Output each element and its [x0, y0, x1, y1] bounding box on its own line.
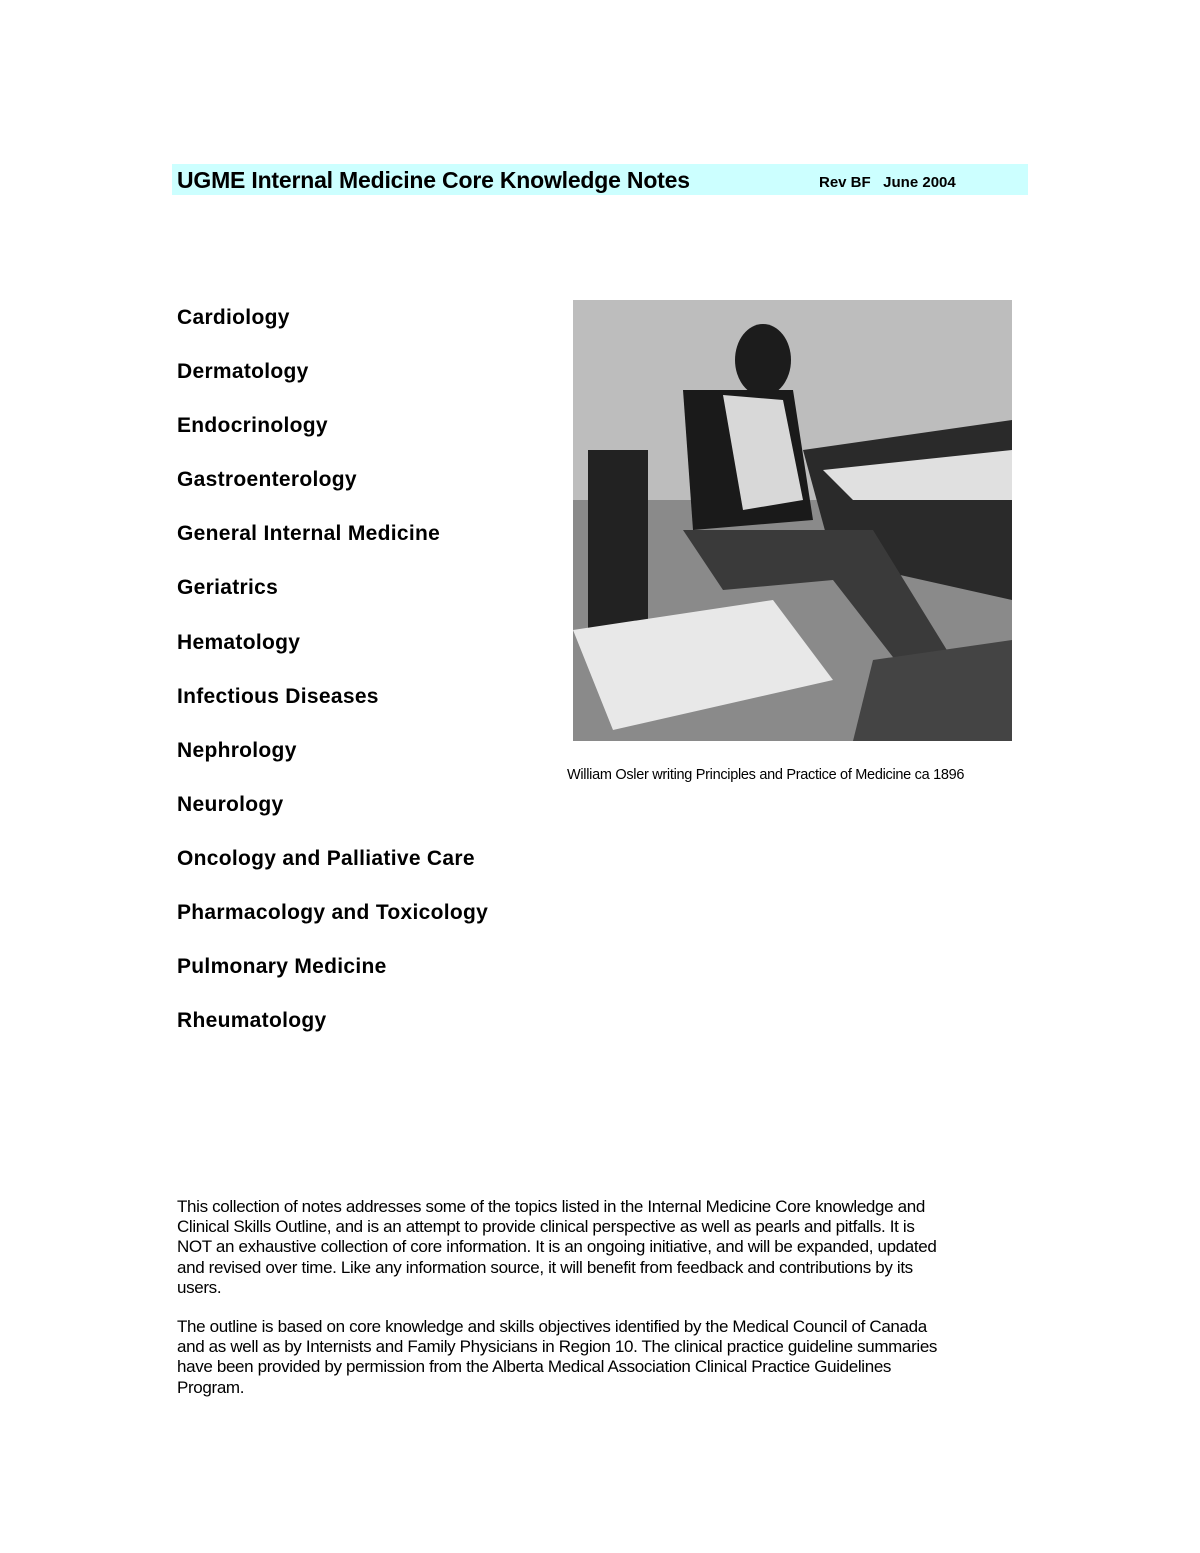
intro-paragraph — [177, 1197, 936, 1298]
topic-item: Infectious Diseases — [177, 684, 379, 708]
paragraph-line: and revised over time. Like any information source, it will benefit from feedback and contributions by its — [177, 1257, 913, 1277]
paragraph-line: have been provided by permission from the Alberta Medical Association Clinical Practice Guidelines — [177, 1357, 892, 1377]
topic-item: Endocrinology — [177, 414, 328, 438]
paragraph-line: This collection of notes addresses some of the topics listed in the Internal Medicine Core knowledge and — [177, 1197, 925, 1216]
paragraph-line: Program. — [177, 1377, 245, 1397]
outline-paragraph — [177, 1317, 937, 1398]
document-header — [172, 164, 1028, 195]
photo-placeholder — [573, 300, 1012, 741]
topic-item: Geriatrics — [177, 576, 279, 600]
topic-item: Pharmacology and Toxicology — [177, 901, 489, 925]
paragraph-line: Clinical Skills Outline, and is an attempt to provide clinical perspective as well as pearls and pitfalls. It is — [177, 1217, 915, 1237]
paragraph-line: and as well as by Internists and Family Physicians in Region 10. The clinical practice guideline summaries — [177, 1337, 938, 1357]
paragraph-line: NOT an exhaustive collection of core information. It is an ongoing initiative, and will be expanded, updated — [177, 1237, 937, 1257]
photo-caption: William Osler writing Principles and Practice of Medicine ca 1896 — [567, 767, 965, 783]
osler-photo — [573, 300, 1012, 741]
topic-item: Nephrology — [177, 738, 297, 762]
topic-item: Hematology — [177, 630, 301, 654]
topic-list — [177, 305, 488, 1062]
topic-item: Cardiology — [177, 306, 290, 329]
topic-item: Neurology — [177, 792, 284, 816]
topic-item: General Internal Medicine — [177, 522, 441, 546]
topic-item: Pulmonary Medicine — [177, 955, 387, 979]
document-title: UGME Internal Medicine Core Knowledge Notes — [177, 167, 690, 193]
topic-item: Dermatology — [177, 360, 309, 384]
topic-item: Oncology and Palliative Care — [177, 846, 475, 870]
revision-date: Rev BF June 2004 — [819, 174, 956, 191]
topic-item: Rheumatology — [177, 1009, 327, 1033]
topic-item: Gastroenterology — [177, 468, 357, 492]
paragraph-line: users. — [177, 1277, 222, 1297]
paragraph-line: The outline is based on core knowledge and skills objectives identified by the Medical Council of Canada — [177, 1317, 927, 1336]
